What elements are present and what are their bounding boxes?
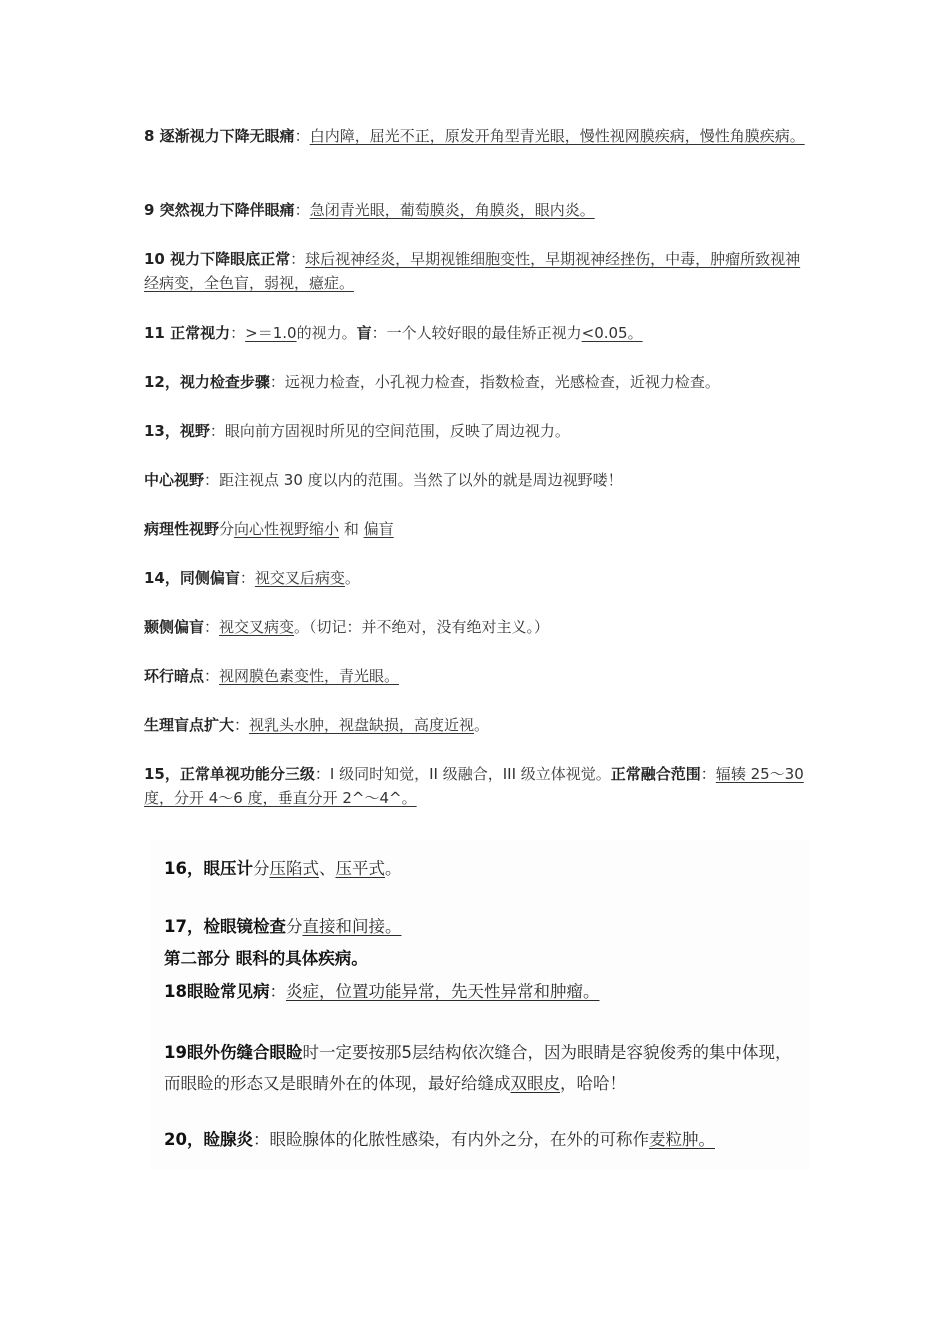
connector: 分: [252, 859, 270, 878]
separator: ：: [294, 201, 310, 219]
pathologic-field: [144, 517, 812, 541]
separator: ：: [314, 765, 330, 783]
item-10-label: 10 视力下降眼底正常: [144, 250, 291, 268]
part-two-title: 第二部分 眼科的具体疾病。: [164, 949, 368, 968]
item-8-text: 白内障，屈光不正，原发开角型青光眼，慢性视网膜疾病，慢性角膜疾病。: [309, 127, 805, 145]
separator: ：: [290, 250, 306, 268]
ring-scotoma-label: 环行暗点: [144, 667, 205, 685]
temporal-hemianopia: [144, 615, 812, 639]
blind-text: 一个人较好眼的最佳矫正视力: [386, 324, 582, 342]
blind-label: 盲: [356, 324, 372, 342]
blind-spot-text: 视乳头水肿，视盘缺损，高度近视: [249, 716, 475, 734]
central-field-text: 距注视点 30 度以内的范围。当然了以外的就是周边视野喽！: [219, 471, 623, 489]
pathologic-type-1: 向心性视野缩小: [234, 520, 340, 538]
separator: ：: [234, 716, 250, 734]
item-17: [164, 913, 804, 940]
punctuation: 。: [474, 716, 490, 734]
item-19-label: 19眼外伤缝合眼睑: [164, 1043, 303, 1062]
fusion-range-text: 辐辏 25～30 度，分开 4～6 度，垂直分开 2^～4^。: [144, 765, 804, 807]
punctuation: 。: [344, 569, 360, 587]
item-12-text: 远视力检查，小孔视力检查，指数检查，光感检查，近视力检查。: [284, 373, 720, 391]
item-9-text: 急闭青光眼，葡萄膜炎，角膜炎，眼内炎。: [309, 201, 595, 219]
separator: ：: [230, 324, 246, 342]
normal-vision-value: >＝1.0: [245, 324, 297, 342]
item-20-text: 眼睑腺体的化脓性感染，有内外之分，在外的可称作: [269, 1130, 649, 1149]
separator: ：: [269, 373, 285, 391]
part-two-heading: [164, 945, 804, 972]
tonometer-type-1: 压陷式: [269, 859, 319, 878]
separator: 、: [318, 859, 336, 878]
separator: ：: [239, 569, 255, 587]
item-19-underlined: 双眼皮: [510, 1074, 560, 1093]
ring-scotoma-text: 视网膜色素变性，青光眼。: [219, 667, 400, 685]
item-20-label: 20，睑腺炎: [164, 1130, 253, 1149]
item-12-label: 12，视力检查步骤: [144, 373, 270, 391]
item-20: [164, 1126, 804, 1153]
item-18: [164, 978, 804, 1005]
blind-spot-enlarged: [144, 713, 812, 737]
temporal-hemianopia-note: 。（切记：并不绝对，没有绝对主义。）: [294, 618, 550, 636]
item-10-text: 球后视神经炎，早期视锥细胞变性，早期视神经挫伤，中毒，肿瘤所致视神经病变，全色盲，弱视，癔症。: [144, 250, 801, 292]
pathologic-field-label: 病理性视野: [144, 520, 220, 538]
item-11-mid: 的视力。: [296, 324, 357, 342]
item-11: [144, 321, 812, 345]
item-8-label: 8 逐渐视力下降无眼痛: [144, 127, 295, 145]
scanned-image-region: [150, 840, 810, 1170]
separator: ：: [204, 618, 220, 636]
item-9: [144, 198, 812, 222]
item-16-label: 16，眼压计: [164, 859, 253, 878]
separator: ：: [700, 765, 716, 783]
item-15-label: 15，正常单视功能分三级: [144, 765, 315, 783]
item-15-text: I 级同时知觉，II 级融合，III 级立体视觉。: [329, 765, 611, 783]
connector: 分: [219, 520, 235, 538]
item-16: [164, 855, 804, 882]
item-17-text: 直接和间接。: [302, 917, 402, 936]
punctuation: 。: [384, 859, 402, 878]
pathologic-type-2: 偏盲: [363, 520, 394, 538]
central-field: [144, 468, 812, 492]
item-10: [144, 247, 812, 295]
separator: ：: [209, 422, 225, 440]
temporal-hemianopia-label: 颞侧偏盲: [144, 618, 205, 636]
item-19: [164, 1037, 804, 1099]
item-13-text: 眼向前方固视时所见的空间范围，反映了周边视力。: [224, 422, 570, 440]
item-12: [144, 370, 812, 394]
item-19-text: 时一定要按那5层结构依次缝合，因为眼睛是容貌俊秀的集中体现，而眼睑的形态又是眼睛外在的体现，最好给缝成: [164, 1043, 792, 1093]
item-18-label: 18眼睑常见病: [164, 982, 270, 1001]
item-14-text: 视交叉后病变: [254, 569, 345, 587]
item-20-underlined: 麦粒肿。: [648, 1130, 715, 1149]
temporal-hemianopia-text: 视交叉病变: [219, 618, 295, 636]
connector: 和: [339, 520, 364, 538]
fusion-range-label: 正常融合范围: [610, 765, 701, 783]
tonometer-type-2: 压平式: [335, 859, 385, 878]
item-11-label: 11 正常视力: [144, 324, 231, 342]
ring-scotoma: [144, 664, 812, 688]
item-13: [144, 419, 812, 443]
central-field-label: 中心视野: [144, 471, 205, 489]
separator: ：: [204, 667, 220, 685]
item-9-label: 9 突然视力下降伴眼痛: [144, 201, 295, 219]
separator: ：: [204, 471, 220, 489]
separator: ：: [269, 982, 286, 1001]
item-13-label: 13，视野: [144, 422, 210, 440]
item-18-text: 炎症，位置功能异常，先天性异常和肿瘤。: [285, 982, 600, 1001]
separator: ：: [294, 127, 310, 145]
item-15: [144, 762, 812, 810]
item-14: [144, 566, 812, 590]
item-17-label: 17，检眼镜检查: [164, 917, 286, 936]
blind-spot-label: 生理盲点扩大: [144, 716, 235, 734]
separator: ：: [371, 324, 387, 342]
connector: 分: [285, 917, 303, 936]
punctuation: ，哈哈！: [560, 1074, 626, 1093]
item-14-label: 14，同侧偏盲: [144, 569, 240, 587]
item-8: [144, 124, 812, 148]
blind-value: <0.05。: [581, 324, 643, 342]
separator: ：: [252, 1130, 270, 1149]
